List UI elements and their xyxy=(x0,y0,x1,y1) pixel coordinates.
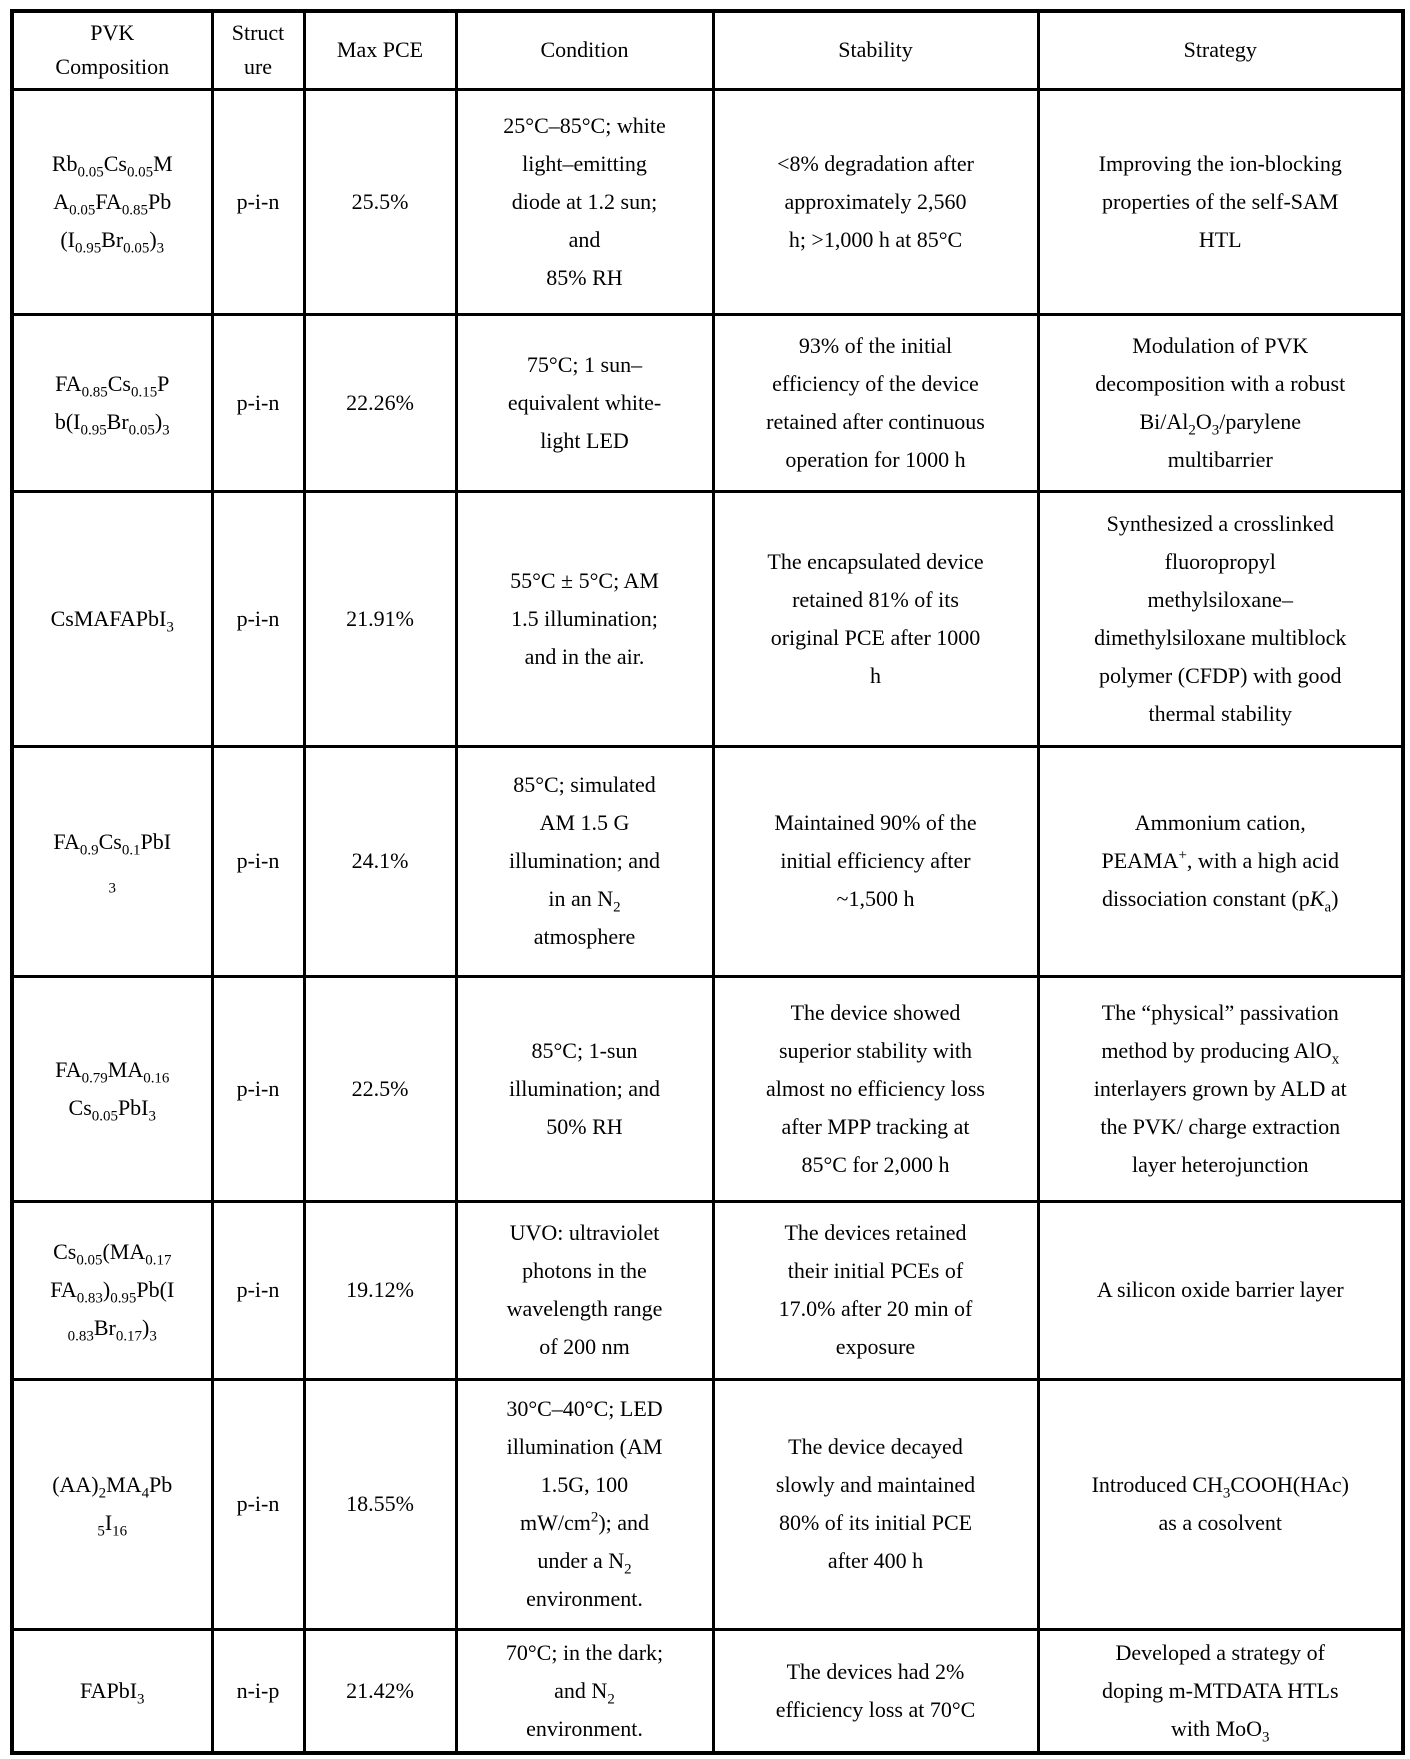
pvk-composition-cell: $(AA)_2MA_4Pb$ $_5I_{16}$ xyxy=(12,1379,212,1629)
table-header xyxy=(12,11,1403,89)
max-pce-cell: 18.55% xyxy=(304,1379,456,1629)
header-stability: Stability xyxy=(713,11,1038,89)
max-pce-cell: 19.12% xyxy=(304,1201,456,1379)
table-row xyxy=(12,1379,1403,1629)
header-pvk-composition: PVK Composition xyxy=(12,11,212,89)
condition-cell: UVO: ultraviolet photons in the wavelength range of 200 nm xyxy=(456,1201,713,1379)
strategy-cell: Modulation of PVK decomposition with a robust $Bi/Al_2O_3$/parylene multibarrier xyxy=(1038,314,1403,491)
structure-cell: p-i-n xyxy=(212,976,304,1201)
strategy-cell: Introduced $CH_3COOH(HAc)$ as a cosolvent xyxy=(1038,1379,1403,1629)
stability-cell: The device showed superior stability with almost no efficiency loss after MPP tracking at 85°C for 2,000 h xyxy=(713,976,1038,1201)
pvk-composition-cell: $FA_{0.85}Cs_{0.15}P$ $b(I_{0.95}Br_{0.05})_3$ xyxy=(12,314,212,491)
structure-cell: p-i-n xyxy=(212,89,304,314)
structure-cell: p-i-n xyxy=(212,491,304,746)
condition-cell: 85°C; 1-sun illumination; and 50% RH xyxy=(456,976,713,1201)
pvk-composition-cell: $FA_{0.79}MA_{0.16}$ $Cs_{0.05}PbI_3$ xyxy=(12,976,212,1201)
strategy-cell: Ammonium cation, PEAMA+, with a high acid dissociation constant $(pK_a)$ xyxy=(1038,746,1403,976)
structure-cell: p-i-n xyxy=(212,1201,304,1379)
stability-cell: The device decayed slowly and maintained 80% of its initial PCE after 400 h xyxy=(713,1379,1038,1629)
pvk-stability-table xyxy=(10,9,1405,1755)
strategy-cell: Developed a strategy of doping m-MTDATA HTLs with MoO$_3$ xyxy=(1038,1629,1403,1753)
max-pce-cell: 22.5% xyxy=(304,976,456,1201)
table-row xyxy=(12,314,1403,491)
condition-cell: 30°C–40°C; LED illumination (AM 1.5G, 100 $mW/cm^2$); and under a $N_2$ environment. xyxy=(456,1379,713,1629)
condition-cell: 85°C; simulated AM 1.5 G illumination; and in an $N_2$ atmosphere xyxy=(456,746,713,976)
table-row xyxy=(12,89,1403,314)
structure-cell: p-i-n xyxy=(212,746,304,976)
pvk-composition-cell: CsMAFAPbI$_3$ xyxy=(12,491,212,746)
max-pce-cell: 21.91% xyxy=(304,491,456,746)
table-row xyxy=(12,746,1403,976)
stability-cell: The devices had 2% efficiency loss at 70°C xyxy=(713,1629,1038,1753)
max-pce-cell: 24.1% xyxy=(304,746,456,976)
table-row xyxy=(12,1629,1403,1753)
header-structure: Structure xyxy=(212,11,304,89)
structure-cell: p-i-n xyxy=(212,1379,304,1629)
condition-cell: 55°C ± 5°C; AM 1.5 illumination; and in the air. xyxy=(456,491,713,746)
stability-cell: Maintained 90% of the initial efficiency after ~1,500 h xyxy=(713,746,1038,976)
header-condition: Condition xyxy=(456,11,713,89)
table-body xyxy=(12,89,1403,1753)
stability-cell: The encapsulated device retained 81% of its original PCE after 1000 h xyxy=(713,491,1038,746)
pvk-composition-cell: FAPbI$_3$ xyxy=(12,1629,212,1753)
header-max-pce: Max PCE xyxy=(304,11,456,89)
max-pce-cell: 22.26% xyxy=(304,314,456,491)
pvk-composition-cell: $FA_{0.9}Cs_{0.1}PbI$ $_3$ xyxy=(12,746,212,976)
pvk-composition-cell: $Cs_{0.05}(MA_{0.17}$ $FA_{0.83})_{0.95}Pb(I$ $_{0.83}Br_{0.17})_3$ xyxy=(12,1201,212,1379)
structure-cell: p-i-n xyxy=(212,314,304,491)
table-header-row xyxy=(12,11,1403,89)
table-row xyxy=(12,1201,1403,1379)
header-strategy: Strategy xyxy=(1038,11,1403,89)
stability-cell: The devices retained their initial PCEs of 17.0% after 20 min of exposure xyxy=(713,1201,1038,1379)
structure-cell: n-i-p xyxy=(212,1629,304,1753)
strategy-cell: Synthesized a crosslinked fluoropropyl methylsiloxane– dimethylsiloxane multiblock polymer (CFDP) with good thermal stability xyxy=(1038,491,1403,746)
table-row xyxy=(12,491,1403,746)
condition-cell: 70°C; in the dark; and $N_2$ environment. xyxy=(456,1629,713,1753)
strategy-cell: A silicon oxide barrier layer xyxy=(1038,1201,1403,1379)
table-row xyxy=(12,976,1403,1201)
stability-cell: <8% degradation after approximately 2,560 h; >1,000 h at 85°C xyxy=(713,89,1038,314)
strategy-cell: The “physical” passivation method by producing AlO$_x$ interlayers grown by ALD at the PVK/ charge extraction layer heterojunction xyxy=(1038,976,1403,1201)
condition-cell: 25°C–85°C; white light–emitting diode at 1.2 sun; and 85% RH xyxy=(456,89,713,314)
max-pce-cell: 25.5% xyxy=(304,89,456,314)
pvk-composition-cell: $Rb_{0.05}Cs_{0.05}M$ $A_{0.05}FA_{0.85}Pb$ $(I_{0.95}Br_{0.05})_3$ xyxy=(12,89,212,314)
stability-cell: 93% of the initial efficiency of the device retained after continuous operation for 1000 h xyxy=(713,314,1038,491)
max-pce-cell: 21.42% xyxy=(304,1629,456,1753)
strategy-cell: Improving the ion-blocking properties of the self-SAM HTL xyxy=(1038,89,1403,314)
condition-cell: 75°C; 1 sun– equivalent white- light LED xyxy=(456,314,713,491)
